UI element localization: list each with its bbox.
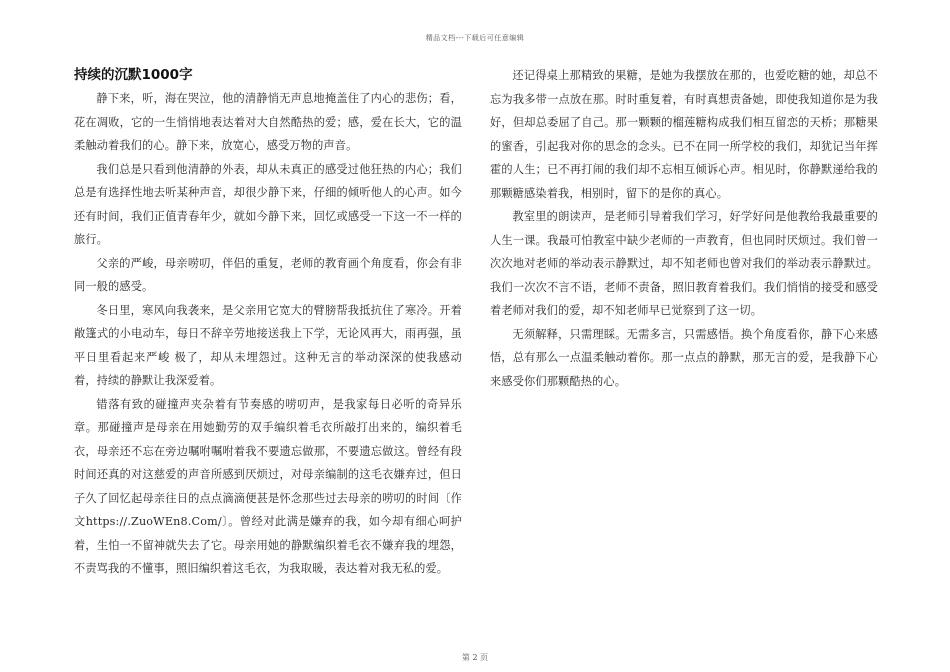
left-column [74,64,462,581]
paragraph: 错落有致的碰撞声夹杂着有节奏感的唠叨声，是我家每日必听的奇异乐章。那碰撞声是母亲在用她勤劳的双手编织着毛衣所敲打出来的，编织着毛衣，母亲还不忘在旁边嘱咐嘱咐着我不要遗忘做那，不要遗忘做这。曾经有段时间还真的对这慈爱的声音所感到厌烦过，对母亲编制的这毛衣嫌弃过，但日子久了回忆起母亲往日的点点滴滴便甚是怀念那些过去母亲的唠叨的时间〔作文https://.ZuoWEn8.Com/〕。曾经对此满是嫌弃的我，如今却有细心呵护着，生怕一不留神就失去了它。母亲用她的静默编织着毛衣不嫌弃我的埋怨，不责骂我的不懂事，照旧编织着这毛衣，为我取暖，表达着对我无私的爱。 [74,397,462,575]
paragraph: 还记得桌上那精致的果糖，是她为我摆放在那的，也爱吃糖的她，却总不忘为我多带一点放在那。时时重复着，有时真想责备她，即使我知道你是为我好，但却总委屈了自己。那一颗颗的榴莲糖构成我们相互留恋的天桥；那糖果的蜜香，引起我对你的思念的念头。已不在同一所学校的我们，却犹记当年挥霍的人生；已不再打闹的我们却不忘相互倾诉心声。相见时，你静默递给我的那颗糖感染着我，相别时，留下的是你的真心。 [490,69,878,200]
paragraph: 我们总是只看到他清静的外表，却从未真正的感受过他狂热的内心；我们总是有选择性地去听某种声音，却很少静下来，仔细的倾听他人的心声。如今还有时间，我们正值青春年少，就如今静下来，回忆或感受一下这一不一样的旅行。 [74,162,462,246]
paragraph: 无须解释，只需理睬。无需多言，只需感悟。换个角度看你，静下心来感悟，总有那么一点温柔触动着你。那一点点的静默，那无言的爱，是我静下心来感受你们那颗酷热的心。 [490,327,878,388]
right-column [490,64,878,393]
article-title: 持续的沉默1000字 [74,67,193,83]
page-number: 第 2 页 [461,653,489,662]
paragraph: 父亲的严峻，母亲唠叨，伴侣的重复，老师的教育画个角度看，你会有非同一般的感受。 [74,256,462,293]
page-header: 精品文档---下载后可任意编辑 [425,34,525,42]
paragraph: 静下来，听，海在哭泣，他的清静悄无声息地掩盖住了内心的悲伤；看，花在凋败，它的一生悄悄地表达着对大自然酷热的爱；感，爱在长大，它的温柔触动着我们的心。静下来，放宽心，感受万物的声音。 [74,92,462,152]
paragraph: 冬日里，寒风向我袭来，是父亲用它宽大的臂膀帮我抵抗住了寒冷。开着敞篷式的小电动车，每日不辞辛劳地接送我上下学，无论风再大，雨再强，虽平日里看起来严峻 极了，却从未埋怨过。这种无言的举动深深的使我感动着，持续的静默让我深爱着。 [74,303,462,387]
paragraph: 教室里的朗读声，是老师引导着我们学习，好学好问是他教给我最重要的人生一课。我最可怕教室中缺少老师的一声教育，但也同时厌烦过。我们曾一次次地对老师的举动表示静默过，却不知老师也曾对我们的举动表示静默过。我们一次次不言不语，老师不责备，照旧教育着我们。我们悄悄的接受和感受着老师对我们的爱，却不知老师早已觉察到了这一切。 [490,210,878,317]
